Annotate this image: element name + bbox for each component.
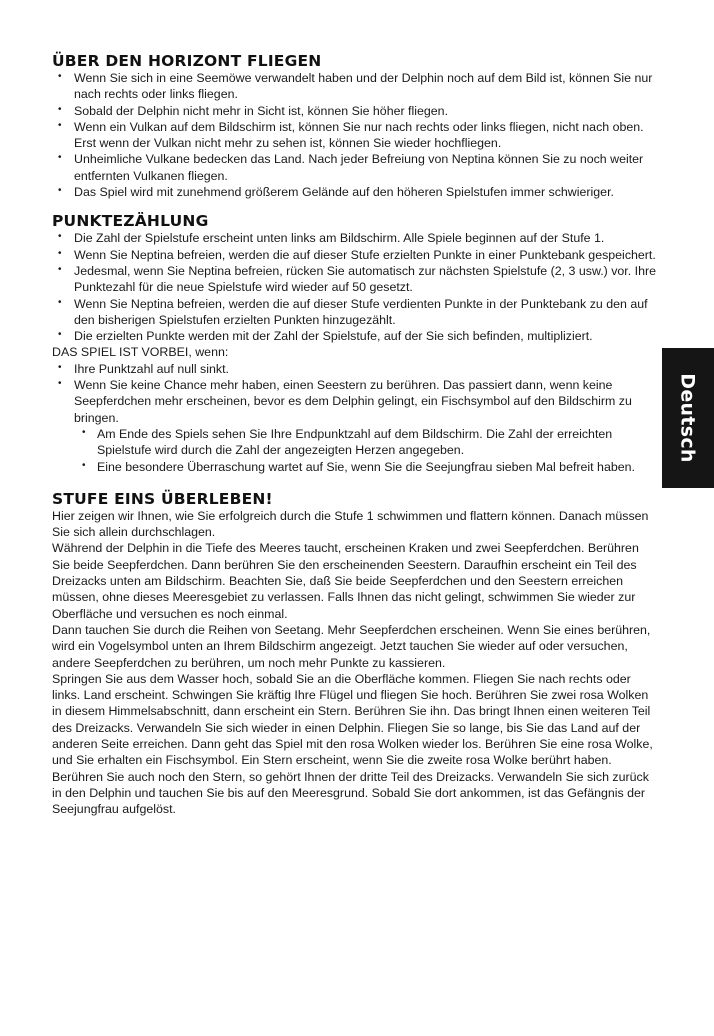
language-tab xyxy=(662,348,714,488)
horizon-bullet-list xyxy=(52,70,660,200)
list-item: • Jedesmal, wenn Sie Neptina befreien, rücken Sie automatisch zur nächsten Spielstufe (2, 3 usw.) vor. Ihre Punktezahl für die neue Spielstufe wird wieder auf 50 gesetzt. xyxy=(52,263,660,296)
list-item: • Die erzielten Punkte werden mit der Zahl der Spielstufe, auf der Sie sich befinden, multipliziert. xyxy=(52,328,660,344)
list-item: • Das Spiel wird mit zunehmend größerem Gelände auf den höheren Spielstufen immer schwieriger. xyxy=(52,184,660,200)
list-item: • Die Zahl der Spielstufe erscheint unten links am Bildschirm. Alle Spiele beginnen auf der Stufe 1. xyxy=(52,230,660,246)
manual-page xyxy=(52,52,660,817)
scoring-bullet-list xyxy=(52,230,660,344)
list-item: • Eine besondere Überraschung wartet auf Sie, wenn Sie die Seejungfrau sieben Mal befreit haben. xyxy=(52,459,660,475)
game-over-intro: DAS SPIEL IST VORBEI, wenn: xyxy=(52,345,229,360)
list-item: • Wenn Sie Neptina befreien, werden die auf dieser Stufe erzielten Punkte in einer Punktebank gespeichert. xyxy=(52,247,660,263)
list-item: • Wenn Sie keine Chance mehr haben, einen Seestern zu berühren. Das passiert dann, wenn keine Seepferdchen mehr erscheinen, bevor es dem Delphin gelingt, ein Fischsymbol auf den Bildschirm zu bringen. xyxy=(52,377,660,426)
list-item: • Unheimliche Vulkane bedecken das Land. Nach jeder Befreiung von Neptina können Sie zu noch weiter entfernten Vulkanen fliegen. xyxy=(52,151,660,184)
list-item: • Wenn Sie sich in eine Seemöwe verwandelt haben und der Delphin noch auf dem Bild ist, können Sie nur nach rechts oder links fliegen. xyxy=(52,70,660,103)
paragraph: Hier zeigen wir Ihnen, wie Sie erfolgreich durch die Stufe 1 schwimmen und flattern können. Danach müssen Sie sich allein durchschlagen. xyxy=(52,508,649,540)
game-over-list xyxy=(52,361,660,426)
section-heading-horizon: ÜBER DEN HORIZONT FLIEGEN xyxy=(52,52,322,70)
list-item: • Wenn Sie Neptina befreien, werden die auf dieser Stufe verdienten Punkte in der Punktebank zu den auf den bisherigen Spielstufen erzielten Punkten hinzugezählt. xyxy=(52,296,660,329)
game-over-sub-list xyxy=(52,426,660,475)
list-item: • Sobald der Delphin nicht mehr in Sicht ist, können Sie höher fliegen. xyxy=(52,103,660,119)
list-item: • Am Ende des Spiels sehen Sie Ihre Endpunktzahl auf dem Bildschirm. Die Zahl der erreichten Spielstufe wird durch die Zahl der angezeigten Herzen angegeben. xyxy=(52,426,660,459)
language-tab-label: Deutsch xyxy=(677,373,699,463)
list-item: • Ihre Punktzahl auf null sinkt. xyxy=(52,361,660,377)
section-heading-level-one: STUFE EINS ÜBERLEBEN! xyxy=(52,489,273,508)
paragraph: Dann tauchen Sie durch die Reihen von Seetang. Mehr Seepferdchen erscheinen. Wenn Sie eines berühren, wird ein Vogelsymbol unten an Ihrem Bildschirm angezeigt. Jetzt tauchen Sie wieder auf oder versuchen, andere Seepferdchen zu berühren, um noch mehr Punkte zu kassieren. xyxy=(52,622,651,670)
paragraph: Während der Delphin in die Tiefe des Meeres taucht, erscheinen Kraken und zwei Seepferdchen. Berühren Sie beide Seepferdchen. Dann berühren Sie den erscheinenden Seestern. Daraufhin erscheint ein Teil des Dreizacks unten am Bildschirm. Beachten Sie, daß Sie beide Seepferdchen und den Seestern erreichen müssen, ohne dieses Meeresgebiet zu verlassen. Falls Ihnen das nicht gelingt, schwimmen Sie wieder zur Oberfläche und versuchen es noch einmal. xyxy=(52,541,639,621)
paragraph: Springen Sie aus dem Wasser hoch, sobald Sie an die Oberfläche kommen. Fliegen Sie nach rechts oder links. Land erscheint. Schwingen Sie kräftig Ihre Flügel und fliegen Sie hoch. Berühren Sie zwei rosa Wolken in diesem Himmelsabschnitt, dann erscheint ein Stern. Berühren Sie ihn. Das bringt Ihnen einen weiteren Teil des Dreizacks. Verwandeln Sie sich wieder in einen Delphin. Fliegen Sie so lange, bis Sie das Land auf der anderen Seite erreichen. Dann geht das Spiel mit den rosa Wolken wieder los. Berühren Sie eine rosa Wolke, und Sie erhalten ein Fischsymbol. Ein Stern erscheint, wenn Sie die zweite rosa Wolke berührt haben. Berühren Sie auch noch den Stern, so gehört Ihnen der dritte Teil des Dreizacks. Verwandeln Sie sich zurück in den Delphin und tauchen Sie bis auf den Meeresgrund. Sobald Sie dort ankommen, ist das Gefängnis der Seejungfrau aufgelöst. xyxy=(52,671,653,817)
list-item: • Wenn ein Vulkan auf dem Bildschirm ist, können Sie nur nach rechts oder links fliegen, nicht nach oben. Erst wenn der Vulkan nicht mehr zu sehen ist, können Sie wieder hochfliegen. xyxy=(52,119,660,152)
section-heading-scoring: PUNKTEZÄHLUNG xyxy=(52,212,209,231)
